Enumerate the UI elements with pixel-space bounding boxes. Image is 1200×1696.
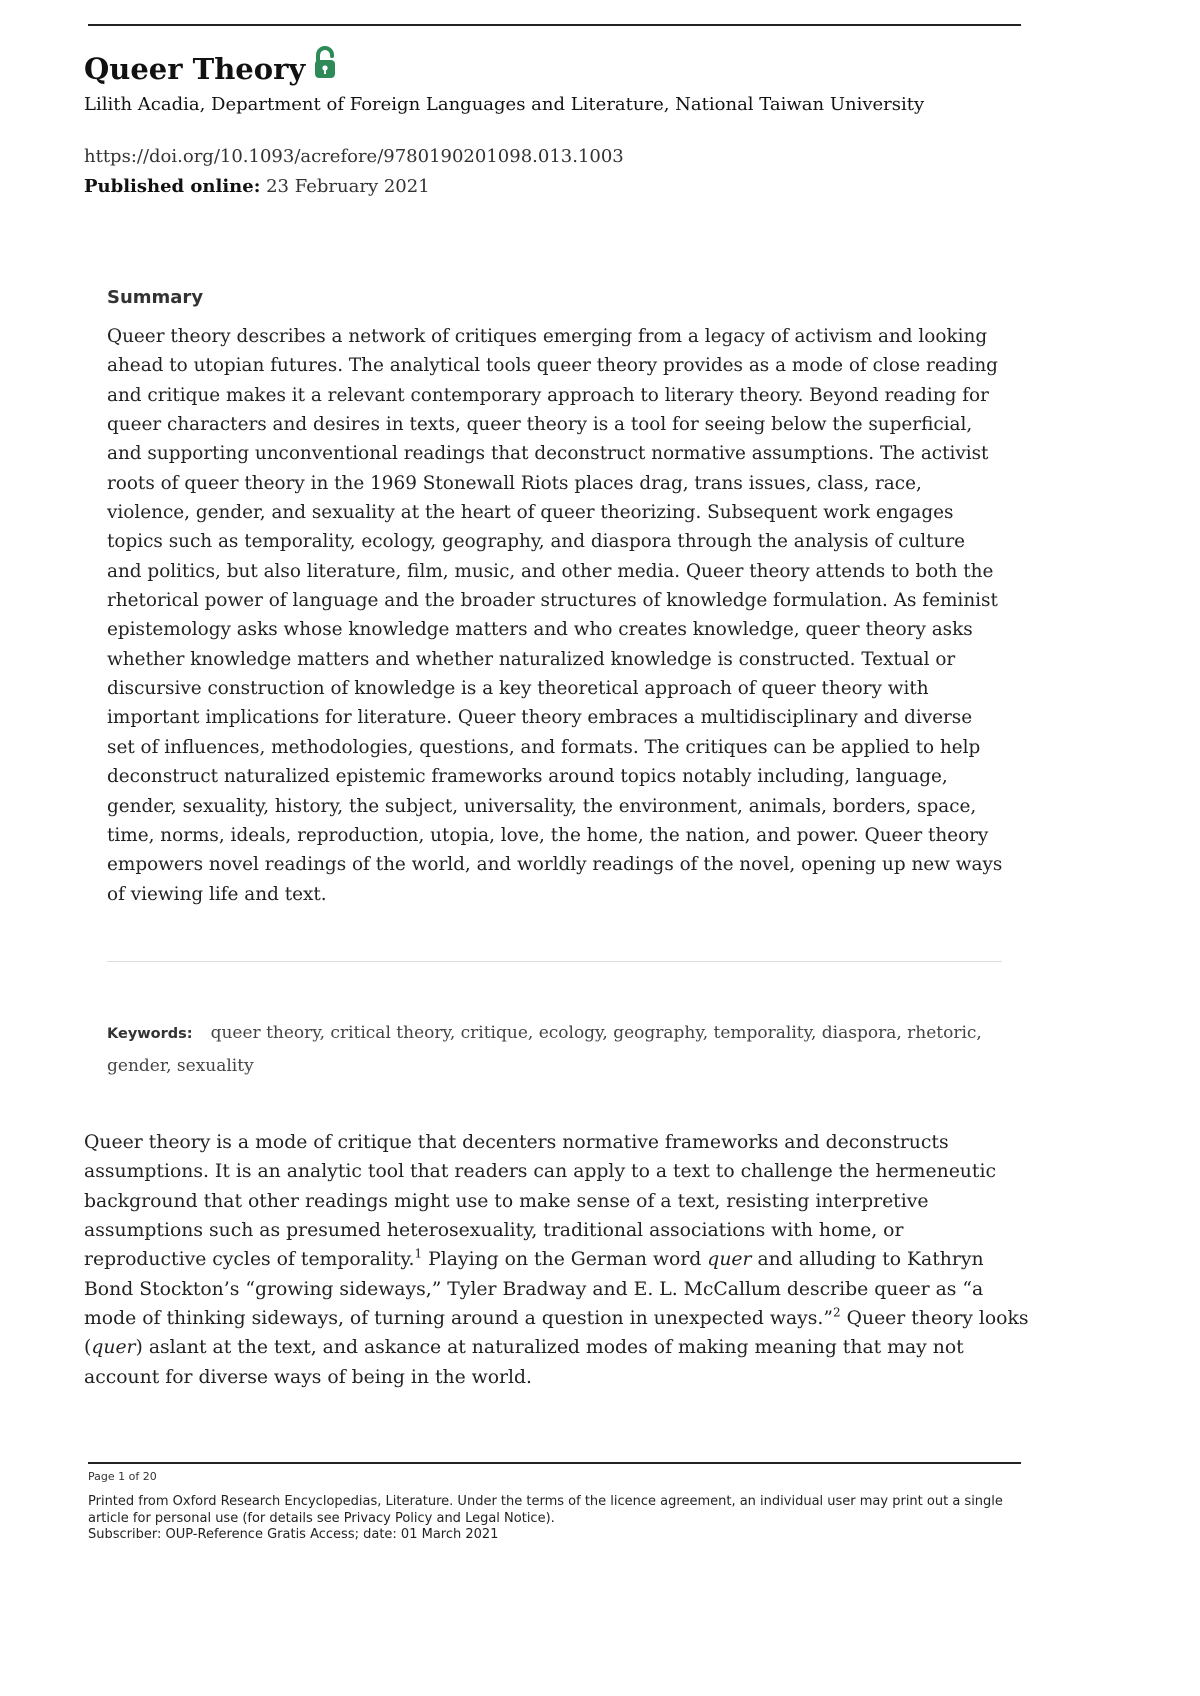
article-title: Queer Theory	[84, 52, 306, 86]
page-number: Page 1 of 20	[88, 1470, 157, 1483]
article-title-row	[84, 52, 337, 86]
published-label: Published online:	[84, 176, 261, 197]
doi-link[interactable]: https://doi.org/10.1093/acrefore/9780190201098.013.1003	[84, 146, 624, 167]
footer-rule	[88, 1462, 1021, 1464]
italic-quer: quer	[707, 1249, 752, 1271]
published-date: 23 February 2021	[266, 176, 430, 197]
body-text-part5: ) aslant at the text, and askance at naturalized modes of making meaning that may not account for diverse ways of being in the world.	[84, 1337, 964, 1388]
unlocked-padlock-icon	[313, 46, 337, 80]
published-date-line	[84, 176, 430, 197]
summary-text: Queer theory describes a network of critiques emerging from a legacy of activism and looking ahead to utopian futures. The analytical tools queer theory provides as a mode of close reading and critique makes it a relevant contemporary approach to literary theory. Beyond reading for queer characters and desires in texts, queer theory is a tool for seeing below the superficial, and supporting unconventional readings that deconstruct normative assumptions. The activist roots of queer theory in the 1969 Stonewall Riots places drag, trans issues, class, race, violence, gender, and sexuality at the heart of queer theorizing. Subsequent work engages topics such as temporality, ecology, geography, and diaspora through the analysis of culture and politics, but also literature, film, music, and other media. Queer theory attends to both the rhetorical power of language and the broader structures of knowledge formulation. As feminist epistemology asks whose knowledge matters and who creates knowledge, queer theory asks whether knowledge matters and whether naturalized knowledge is constructed. Textual or discursive construction of knowledge is a key theoretical approach of queer theory with important implications for literature. Queer theory embraces a multidisciplinary and diverse set of influences, methodologies, questions, and formats. The critiques can be applied to help deconstruct naturalized epistemic frameworks around topics notably including, language, gender, sexuality, history, the subject, universality, the environment, animals, borders, space, time, norms, ideals, reproduction, utopia, love, the home, the nation, and power. Queer theory empowers novel readings of the world, and worldly readings of the novel, opening up new ways of viewing life and text.	[107, 326, 1003, 905]
keywords-list: queer theory, critical theory, critique, ecology, geography, temporality, diaspora, rhetoric, gender, sexuality	[107, 1023, 982, 1076]
summary-heading: Summary	[107, 287, 204, 308]
author-affiliation: Lilith Acadia, Department of Foreign Languages and Literature, National Taiwan University	[84, 94, 925, 115]
italic-quer-2: quer	[91, 1337, 136, 1359]
body-text-part3: and alluding to Kathryn Bond Stockton’s “growing sideways,” Tyler Bradway and E. L. McCallum describe queer as “a mode of thinking sideways, of turning around a question in unexpected ways.”	[84, 1249, 984, 1330]
summary-divider	[107, 961, 1002, 962]
footer-notice	[88, 1494, 1028, 1544]
footnote-ref-1[interactable]: 1	[414, 1247, 423, 1262]
body-text-part4: Queer theory looks (	[84, 1308, 1029, 1359]
keywords-label: Keywords:	[107, 1026, 193, 1042]
body-paragraph	[84, 1128, 1029, 1392]
footnote-ref-2[interactable]: 2	[832, 1305, 841, 1320]
subscriber-notice: Subscriber: OUP-Reference Gratis Access; date: 01 March 2021	[88, 1527, 499, 1542]
body-text-part1: Queer theory is a mode of critique that decenters normative frameworks and deconstructs assumptions. It is an analytic tool that readers can apply to a text to challenge the hermeneutic background that other readings might use to make sense of a text, resisting interpretive assumptions such as presumed heterosexuality, traditional associations with home, or reproductive cycles of temporality.	[84, 1132, 996, 1271]
header-rule	[88, 24, 1021, 26]
printed-notice: Printed from Oxford Research Encyclopedias, Literature. Under the terms of the licence agreement, an individual user may print out a single article for personal use (for details see Privacy Policy and Legal Notice).	[88, 1494, 1003, 1526]
keywords-block	[107, 1017, 987, 1082]
body-text-part2: Playing on the German word	[422, 1249, 708, 1271]
